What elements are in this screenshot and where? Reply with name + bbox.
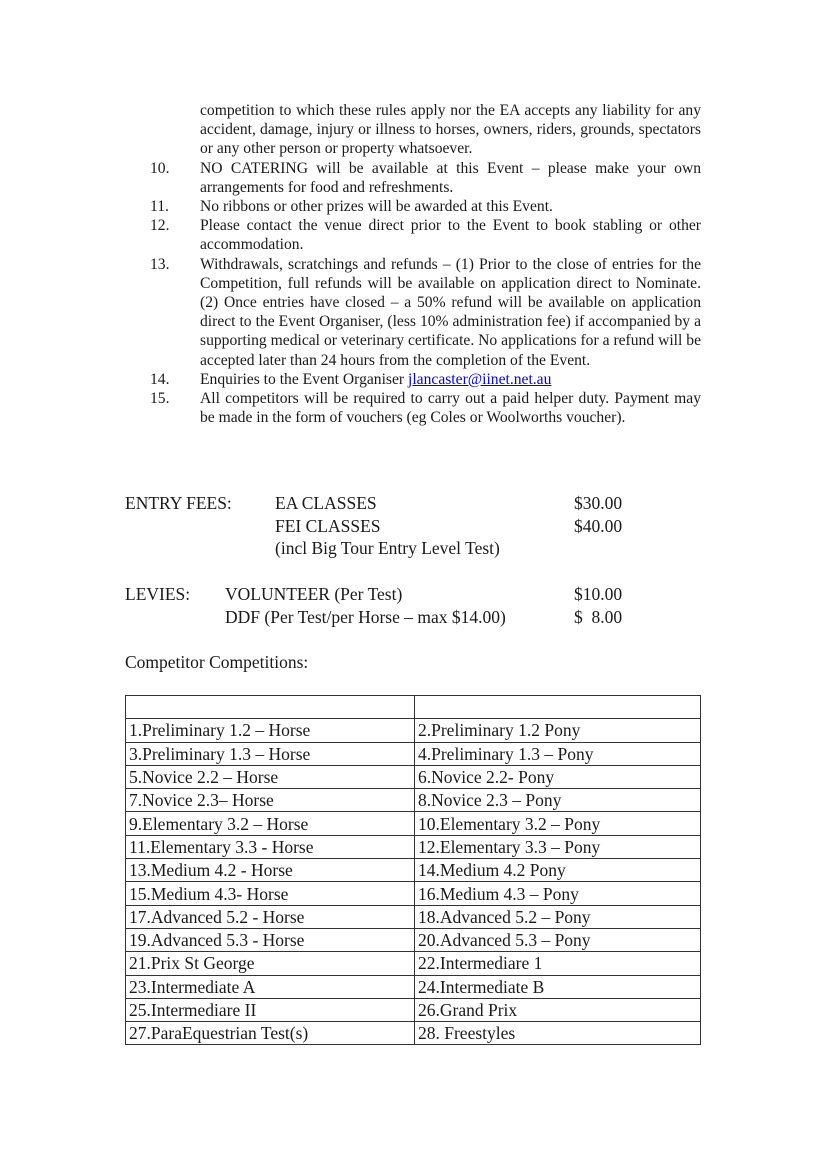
fee-name: EA CLASSES: [275, 493, 377, 513]
competition-cell: 7.Novice 2.3– Horse: [126, 789, 415, 812]
fee-name: (incl Big Tour Entry Level Test): [275, 538, 500, 558]
fee-row: [125, 537, 685, 560]
competition-cell: 14.Medium 4.2 Pony: [415, 859, 701, 882]
competition-cell: 11.Elementary 3.3 - Horse: [126, 835, 415, 858]
rule-item: [150, 197, 701, 216]
fee-amount: $30.00: [574, 493, 623, 513]
fee-row: [125, 492, 685, 515]
table-row: [126, 952, 701, 975]
competition-cell: 10.Elementary 3.2 – Pony: [415, 812, 701, 835]
entry-fees-section: [125, 492, 685, 560]
table-row: [126, 719, 701, 742]
rule-text: All competitors will be required to carry out a paid helper duty. Payment may be made in the form of vouchers (eg Coles or Woolworths voucher).: [200, 390, 701, 427]
rule-item: [150, 159, 701, 197]
competition-cell: 22.Intermediare 1: [415, 952, 701, 975]
competition-cell: 26.Grand Prix: [415, 998, 701, 1021]
rule-number: 15.: [150, 390, 170, 408]
rule-item: [150, 216, 701, 254]
rule-text: NO CATERING will be available at this Event – please make your own arrangements for food and refreshments.: [200, 159, 701, 196]
competitions-title: Competitor Competitions:: [125, 652, 309, 672]
competition-cell: 28. Freestyles: [415, 1022, 701, 1045]
competition-cell: 15.Medium 4.3- Horse: [126, 882, 415, 905]
competition-cell: 4.Preliminary 1.3 – Pony: [415, 742, 701, 765]
competition-cell: 21.Prix St George: [126, 952, 415, 975]
table-row: [126, 812, 701, 835]
competition-cell: 1.Preliminary 1.2 – Horse: [126, 719, 415, 742]
competition-cell: 25.Intermediare II: [126, 998, 415, 1021]
entry-fees-label: ENTRY FEES:: [125, 493, 232, 513]
competition-cell: 9.Elementary 3.2 – Horse: [126, 812, 415, 835]
table-row: [126, 905, 701, 928]
rule-number: 12.: [150, 217, 170, 235]
levy-amount: $ 8.00: [574, 606, 623, 627]
levy-row: [125, 606, 685, 629]
rule-text: Please contact the venue direct prior to the Event to book stabling or other accommodation.: [200, 217, 701, 254]
competition-cell: 17.Advanced 5.2 - Horse: [126, 905, 415, 928]
competition-cell: 16.Medium 4.3 – Pony: [415, 882, 701, 905]
levy-amount: $10.00: [574, 584, 623, 604]
competition-cell: 8.Novice 2.3 – Pony: [415, 789, 701, 812]
rule-number: 14.: [150, 370, 170, 388]
table-row: [126, 835, 701, 858]
table-header-cell: [126, 696, 415, 719]
levy-name: DDF (Per Test/per Horse – max $14.00): [225, 606, 506, 627]
table-header-row: [126, 696, 701, 719]
rule-item: [150, 255, 701, 370]
table-row: [126, 859, 701, 882]
organiser-email-link[interactable]: jlancaster@iinet.net.au: [408, 370, 552, 388]
rule-item: [150, 389, 701, 427]
competition-cell: 5.Novice 2.2 – Horse: [126, 765, 415, 788]
rule-text: No ribbons or other prizes will be awarded at this Event.: [200, 198, 553, 216]
competition-cell: 23.Intermediate A: [126, 975, 415, 998]
levy-row: [125, 583, 685, 606]
table-row: [126, 1022, 701, 1045]
rule-item: [150, 370, 701, 389]
fee-name: FEI CLASSES: [275, 515, 381, 536]
rule-continuation: [150, 101, 701, 159]
rule-number: 11.: [150, 198, 169, 216]
table-row: [126, 765, 701, 788]
rule-text: Enquiries to the Event Organiser: [200, 370, 409, 388]
table-row: [126, 975, 701, 998]
competition-cell: 3.Preliminary 1.3 – Horse: [126, 742, 415, 765]
competition-cell: 27.ParaEquestrian Test(s): [126, 1022, 415, 1045]
table-row: [126, 789, 701, 812]
competition-cell: 20.Advanced 5.3 – Pony: [415, 928, 701, 951]
table-header-cell: [415, 696, 701, 719]
levies-label: LEVIES:: [125, 584, 191, 604]
rule-text: competition to which these rules apply nor the EA accepts any liability for any accident, damage, injury or illness to horses, owners, riders, grounds, spectators or any other person or property whatsoever.: [200, 102, 701, 158]
table-row: [126, 882, 701, 905]
fee-row: [125, 515, 685, 538]
rules-list: [150, 101, 701, 427]
rule-text: Withdrawals, scratchings and refunds – (1) Prior to the close of entries for the Competition, full refunds will be available on application direct to Nominate. (2) Once entries have closed – a 50% refund will be available on application direct to the Event Organiser, (less 10% administration fee) if accompanied by a supporting medical or veterinary certificate. No applications for a refund will be accepted later than 24 hours from the completion of the Event.: [200, 255, 701, 369]
competition-cell: 18.Advanced 5.2 – Pony: [415, 905, 701, 928]
fee-amount: $40.00: [574, 515, 623, 536]
competition-cell: 12.Elementary 3.3 – Pony: [415, 835, 701, 858]
levy-name: VOLUNTEER (Per Test): [225, 584, 403, 604]
rule-number: 10.: [150, 159, 170, 177]
competition-cell: 13.Medium 4.2 - Horse: [126, 859, 415, 882]
competition-cell: 6.Novice 2.2- Pony: [415, 765, 701, 788]
table-row: [126, 998, 701, 1021]
competition-cell: 19.Advanced 5.3 - Horse: [126, 928, 415, 951]
table-row: [126, 928, 701, 951]
levies-section: [125, 583, 685, 628]
competition-cell: 2.Preliminary 1.2 Pony: [415, 719, 701, 742]
table-row: [126, 742, 701, 765]
rule-number: 13.: [150, 255, 170, 273]
rule-text-wrap: [200, 370, 701, 389]
competitions-table: [125, 695, 701, 1045]
competition-cell: 24.Intermediate B: [415, 975, 701, 998]
